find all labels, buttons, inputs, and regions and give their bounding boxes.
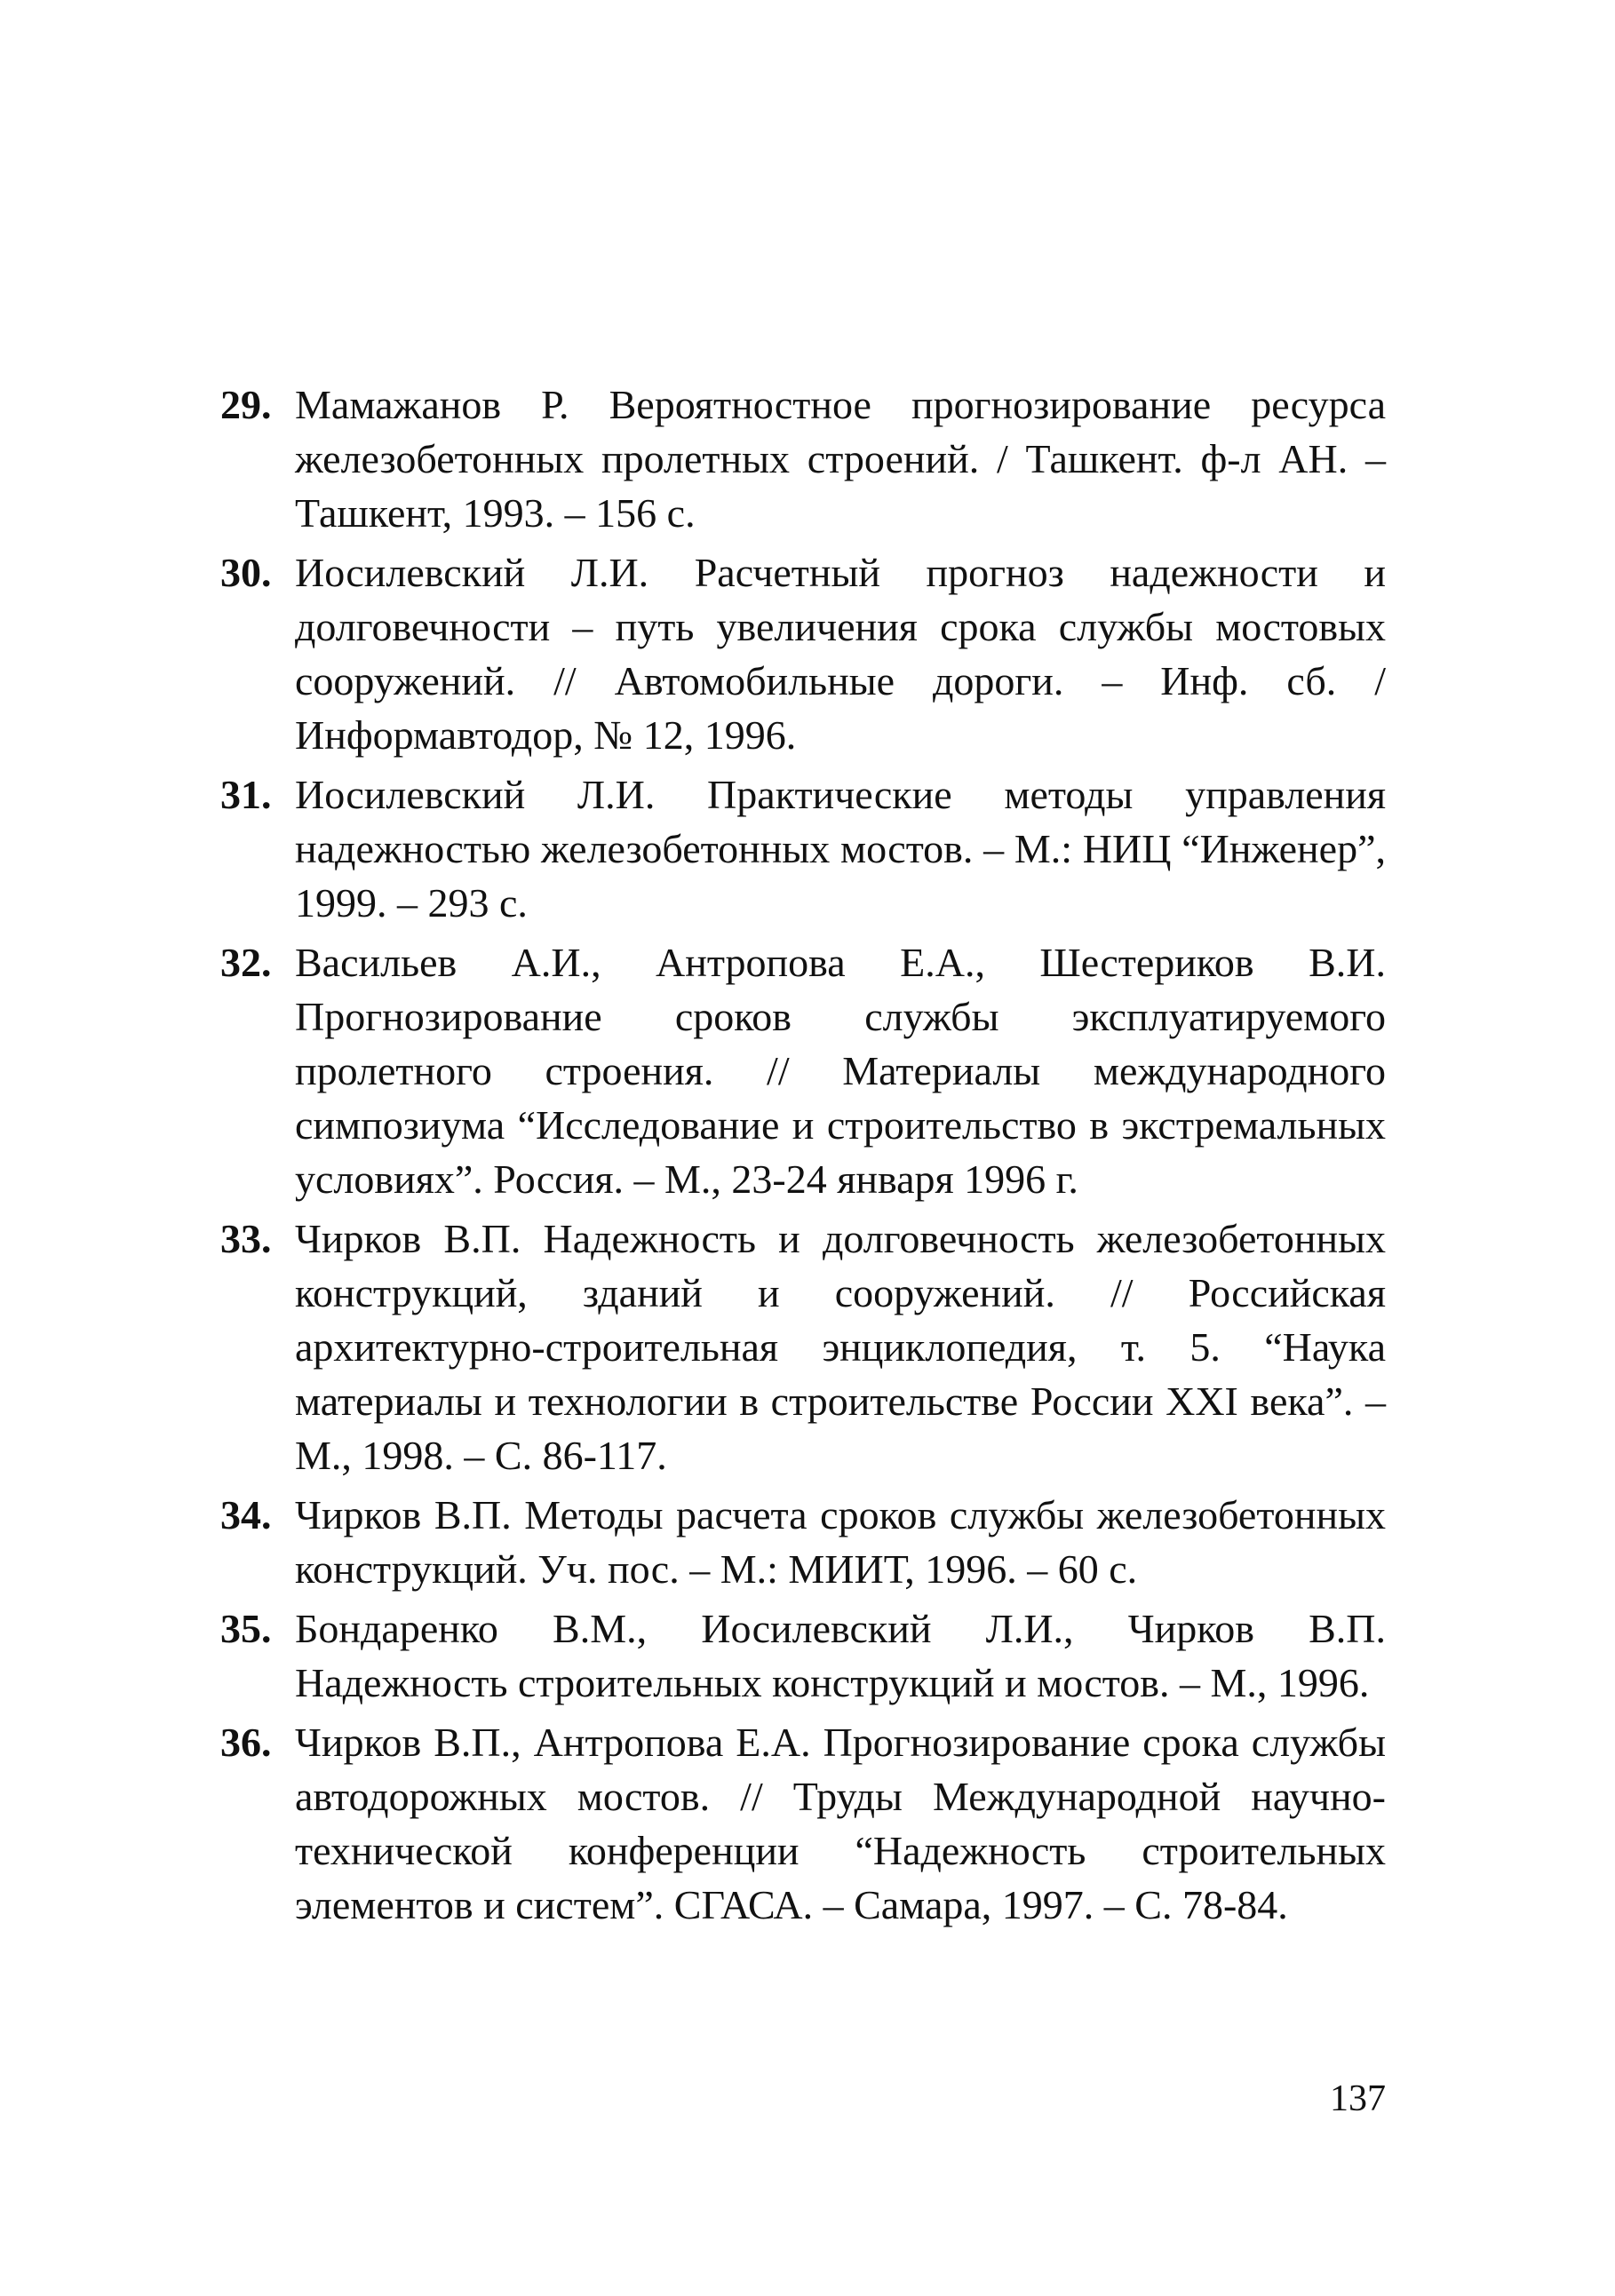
reference-text: Мамажанов Р. Вероятностное прогнозирование ресурса железобетонных пролетных строений. / Ташкент. ф-л АН. – Ташкент, 1993. – 156 с. [295,382,1386,536]
page-number: 137 [1330,2078,1386,2119]
reference-item-31 [222,767,1386,930]
reference-number: 36. [220,1720,272,1765]
reference-item-33 [222,1212,1386,1482]
reference-text: Чирков В.П., Антропова Е.А. Прогнозирование срока службы автодорожных мостов. // Труды Международной научно-технической конференции “Надежность строительных элементов и систем”. СГАСА. – Самара, 1997. – С. 78-84. [295,1720,1386,1927]
reference-item-29 [222,377,1386,540]
reference-text: Чирков В.П. Надежность и долговечность железобетонных конструкций, зданий и сооружений. // Российская архитектурно-строительная энциклопедия, т. 5. “Наука материалы и технологии в строительстве России XXI века”. – М., 1998. – С. 86-117. [295,1216,1386,1478]
reference-number: 33. [220,1216,272,1261]
reference-item-34 [222,1488,1386,1596]
reference-list [222,377,1386,1937]
reference-number: 32. [220,940,272,985]
reference-text: Иосилевский Л.И. Практические методы управления надежностью железобетонных мостов. – М.: НИЦ “Инженер”, 1999. – 293 с. [295,772,1386,926]
reference-item-32 [222,935,1386,1206]
reference-text: Бондаренко В.М., Иосилевский Л.И., Чирков В.П. Надежность строительных конструкций и мостов. – М., 1996. [295,1606,1386,1705]
reference-item-35 [222,1601,1386,1710]
reference-number: 35. [220,1606,272,1651]
reference-item-30 [222,545,1386,762]
reference-text: Чирков В.П. Методы расчета сроков службы железобетонных конструкций. Уч. пос. – М.: МИИТ, 1996. – 60 с. [295,1492,1386,1592]
reference-number: 34. [220,1492,272,1537]
reference-number: 29. [220,382,272,427]
reference-number: 31. [220,772,272,817]
reference-text: Иосилевский Л.И. Расчетный прогноз надежности и долговечности – путь увеличения срока службы мостовых сооружений. // Автомобильные дороги. – Инф. сб. / Информавтодор, № 12, 1996. [295,550,1386,758]
reference-item-36 [222,1715,1386,1932]
reference-text: Васильев А.И., Антропова Е.А., Шестериков В.И. Прогнозирование сроков службы эксплуатируемого пролетного строения. // Материалы международного симпозиума “Исследование и строительство в экстремальных условиях”. Россия. – М., 23-24 января 1996 г. [295,940,1386,1202]
reference-number: 30. [220,550,272,595]
